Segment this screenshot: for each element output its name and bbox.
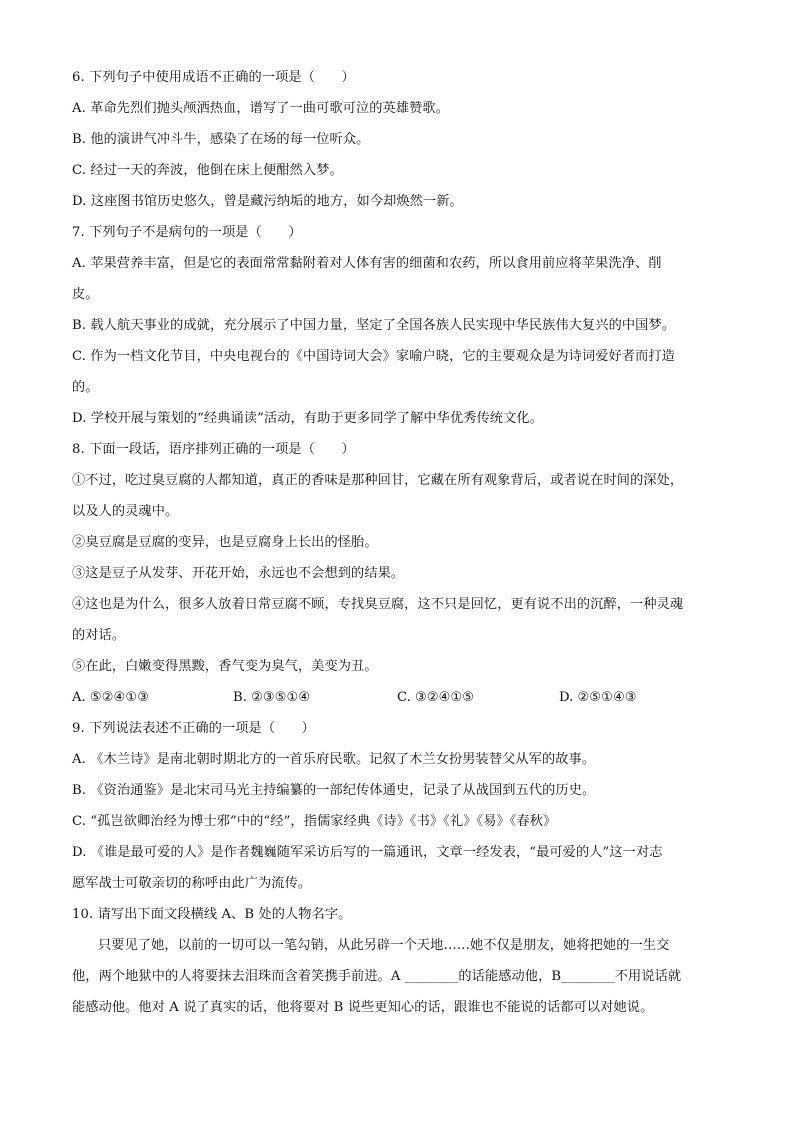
q6-stem: 6. 下列句子中使用成语不正确的一项是（ ） [72,70,355,85]
q8-option-b: B. ②③⑤①④ [233,690,311,705]
q6-option-c: C. 经过一天的奔波，他倒在床上便酣然入梦。 [72,163,343,178]
q6-option-d: D. 这座图书馆历史悠久，曾是藏污纳垢的地方，如今却焕然一新。 [72,194,463,209]
q8-sentence-5: ⑤在此，白嫩变得黑黢，香气变为臭气，美变为丑。 [72,659,378,674]
q8-sentence-2: ②臭豆腐是豆腐的变异，也是豆腐身上长出的怪胎。 [72,535,378,550]
q9-option-d-line2: 愿军战士可敬亲切的称呼由此广为流传。 [72,876,312,891]
q9-option-d-line1: D. 《谁是最可爱的人》是作者魏巍随军采访后写的一篇通讯，文章一经发表，“最可爱的人”这一对志 [72,845,663,860]
q8-stem: 8. 下面一段话，语序排列正确的一项是（ ） [72,442,355,457]
q8-option-a: A. ⑤②④①③ [72,690,150,705]
q7-option-d: D. 学校开展与策划的“经典诵读”活动，有助于更多同学了解中华优秀传统文化。 [72,411,543,426]
q7-option-b: B. 载人航天事业的成就，充分展示了中国力量，坚定了全国各族人民实现中华民族伟大复兴的中国梦。 [72,318,676,333]
q9-stem: 9. 下列说法表述不正确的一项是（ ） [72,721,315,736]
q8-option-c: C. ③②④①⑤ [397,690,475,705]
q8-sentence-3: ③这是豆子从发芽、开花开始，永远也不会想到的结果。 [72,566,405,581]
q6-option-b: B. 他的演讲气冲斗牛，感染了在场的每一位听众。 [72,132,370,147]
q6-option-a: A. 革命先烈们抛头颅洒热血，谱写了一曲可歌可泣的英雄赞歌。 [72,101,449,116]
q8-option-d: D. ②⑤①④③ [559,690,637,705]
q10-passage-line2: 他，两个地狱中的人将要抹去泪珠而含着笑携手前进。A ________的话能感动他，B________不用说话就 [72,969,682,984]
q10-passage-line1: 只要见了她，以前的一切可以一笔勾销，从此另辟一个天地……她不仅是朋友，她将把她的一生交 [98,938,670,953]
q9-option-a: A. 《木兰诗》是南北朝时期北方的一首乐府民歌。记叙了木兰女扮男装替父从军的故事。 [72,752,596,767]
q7-option-a-line2: 皮。 [72,287,99,302]
q7-option-c-line1: C. 作为一档文化节目，中央电视台的《中国诗词大会》家喻户晓，它的主要观众是为诗词爱好者而打造 [72,349,675,364]
q8-sentence-1-line1: ①不过，吃过臭豆腐的人都知道，真正的香味是那种回甘，它藏在所有观象背后，或者说在时间的深处， [72,473,684,488]
q9-option-c: C. “孤岂欲卿治经为博士邪”中的“经”，指儒家经典《诗》《书》《礼》《易》《春秋》 [72,814,557,829]
q7-option-a-line1: A. 苹果营养丰富，但是它的表面常常黏附着对人体有害的细菌和农药，所以食用前应将苹果洗净、削 [72,256,662,271]
q8-sentence-4-line1: ④这也是为什么，很多人放着日常豆腐不顾，专找臭豆腐，这不只是回忆，更有说不出的沉醉，一种灵魂 [72,597,684,612]
q10-passage-line3: 能感动他。他对 A 说了真实的话，他将要对 B 说些更知心的话，跟谁也不能说的话都可以对她说。 [72,1000,654,1015]
q8-sentence-1-line2: 以及人的灵魂中。 [72,504,179,519]
exam-page [72,62,722,1023]
q8-sentence-4-line2: 的对话。 [72,628,126,643]
q9-option-b: B. 《资治通鉴》是北宋司马光主持编纂的一部纪传体通史，记录了从战国到五代的历史。 [72,783,596,798]
q7-option-c-line2: 的。 [72,380,99,395]
q8-options [72,682,722,713]
q7-stem: 7. 下列句子不是病句的一项是（ ） [72,225,302,240]
q10-stem: 10. 请写出下面文段横线 A、B 处的人物名字。 [72,907,352,922]
